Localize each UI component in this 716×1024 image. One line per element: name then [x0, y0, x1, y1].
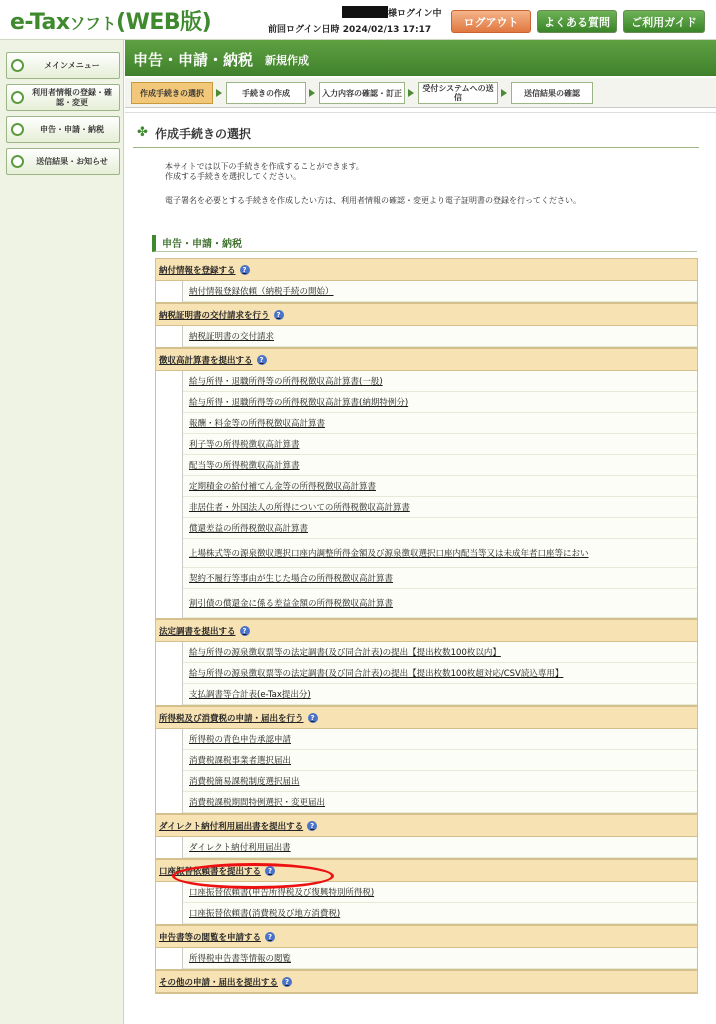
procedure-link[interactable]: 定期積金の給付補てん金等の所得税徴収高計算書	[183, 476, 697, 497]
procedure-link[interactable]: 割引債の償還金に係る差益金額の所得税徴収高計算書	[183, 589, 697, 618]
group-body	[182, 948, 697, 969]
procedure-link[interactable]: 納付情報登録依頼（納税手続の開始）	[183, 281, 697, 302]
group-body	[182, 281, 697, 302]
step-select: 作成手続きの選択	[131, 82, 213, 104]
step-send: 受付システムへの送信	[418, 82, 498, 104]
group-title: ダイレクト納付利用届出書を提出する	[159, 821, 304, 832]
procedure-link[interactable]: 納税証明書の交付請求	[183, 326, 697, 347]
group-header[interactable]	[156, 971, 697, 993]
section-heading: ✤ 作成手続きの選択	[137, 125, 252, 141]
group-title: 法定調書を提出する	[159, 626, 236, 637]
procedure-link[interactable]: 配当等の所得税徴収高計算書	[183, 455, 697, 476]
logout-button[interactable]: ログアウト	[451, 10, 531, 33]
page-title: 申告・申請・納税	[133, 51, 254, 69]
procedure-link[interactable]: 利子等の所得税徴収高計算書	[183, 434, 697, 455]
highlight-circle	[172, 863, 334, 889]
help-icon[interactable]: ?	[274, 310, 284, 320]
procedure-link[interactable]: 消費税課税期間特例選択・変更届出	[183, 792, 697, 813]
procedure-group	[155, 925, 698, 970]
group-body	[182, 729, 697, 813]
arrow-icon	[216, 89, 222, 97]
procedure-group	[155, 348, 698, 619]
procedure-link[interactable]: 報酬・料金等の所得税徴収高計算書	[183, 413, 697, 434]
help-icon[interactable]: ?	[308, 713, 318, 723]
procedure-link[interactable]: 支払調書等合計表(e-Tax提出分)	[183, 684, 697, 705]
group-body	[182, 371, 697, 618]
group-title: 徴収高計算書を提出する	[159, 355, 253, 366]
procedure-link[interactable]: 給与所得の源泉徴収票等の法定調書(及び同合計表)の提出【提出枚数100枚超対応/CSV読込専用】	[183, 663, 697, 684]
step-indicator	[125, 78, 716, 108]
procedure-link[interactable]: 所得税申告書等情報の閲覧	[183, 948, 697, 969]
procedure-group	[155, 258, 698, 303]
group-title: その他の申請・届出を提出する	[159, 977, 279, 988]
procedure-group	[155, 303, 698, 348]
document-icon	[11, 123, 24, 136]
group-header[interactable]	[156, 926, 697, 948]
etax-logo[interactable]: e-Taxソフト(WEB版)	[10, 10, 212, 35]
mail-icon	[11, 155, 24, 168]
procedure-link[interactable]: 消費税課税事業者選択届出	[183, 750, 697, 771]
step-confirm: 入力内容の確認・訂正	[319, 82, 405, 104]
help-icon[interactable]: ?	[307, 821, 317, 831]
procedure-link[interactable]: 給与所得の源泉徴収票等の法定調書(及び同合計表)の提出【提出枚数100枚以内】	[183, 642, 697, 663]
procedure-link[interactable]: 非居住者・外国法人の所得についての所得税徴収高計算書	[183, 497, 697, 518]
header	[0, 0, 716, 40]
procedure-link[interactable]: 上場株式等の源泉徴収選択口座内調整所得金額及び源泉徴収選択口座内配当等又は未成年者口座等におい	[183, 539, 697, 568]
procedure-link[interactable]: 契約不履行等事由が生じた場合の所得税徴収高計算書	[183, 568, 697, 589]
procedure-link[interactable]: 口座振替依頼書(消費税及び地方消費税)	[183, 903, 697, 924]
help-icon[interactable]: ?	[240, 626, 250, 636]
step-result: 送信結果の確認	[511, 82, 593, 104]
procedure-group	[155, 814, 698, 859]
group-body	[182, 326, 697, 347]
last-login: 前回ログイン日時 2024/02/13 17:17	[268, 25, 432, 35]
procedure-group	[155, 970, 698, 994]
redacted-username	[342, 6, 388, 18]
procedure-group	[155, 706, 698, 814]
group-header[interactable]	[156, 707, 697, 729]
arrow-icon	[309, 89, 315, 97]
group-header[interactable]	[156, 815, 697, 837]
login-status: 様ログイン中	[388, 9, 442, 19]
group-title: 口座振替依頼書を提出する	[159, 866, 262, 877]
help-icon[interactable]: ?	[265, 932, 275, 942]
sidebar-item-results[interactable]: 送信結果・お知らせ	[6, 148, 120, 175]
procedure-link[interactable]: 口座振替依頼書(申告所得税及び復興特別所得税)	[183, 882, 697, 903]
group-title: 申告書等の閲覧を申請する	[159, 932, 262, 943]
intro-line-3: 電子署名を必要とする手続きを作成したい方は、利用者情報の確認・変更より電子証明書の登録を行ってください。	[165, 196, 581, 205]
group-title: 納税証明書の交付請求を行う	[159, 310, 270, 321]
help-icon[interactable]: ?	[257, 355, 267, 365]
procedure-link[interactable]: 消費税簡易課税制度選択届出	[183, 771, 697, 792]
procedure-link[interactable]: 給与所得・退職所得等の所得税徴収高計算書(納期特例分)	[183, 392, 697, 413]
procedure-link[interactable]: 給与所得・退職所得等の所得税徴収高計算書(一般)	[183, 371, 697, 392]
main	[125, 40, 716, 1024]
divider	[133, 147, 699, 148]
sidebar-item-main-menu[interactable]: メインメニュー	[6, 52, 120, 79]
group-header[interactable]	[156, 620, 697, 642]
faq-button[interactable]: よくある質問	[537, 10, 617, 33]
guide-button[interactable]: ご利用ガイド	[623, 10, 705, 33]
sidebar-item-declare[interactable]: 申告・申請・納税	[6, 116, 120, 143]
section-title: 申告・申請・納税	[152, 235, 697, 252]
clover-icon: ✤	[137, 125, 148, 140]
title-bar	[125, 40, 716, 76]
arrow-icon	[408, 89, 414, 97]
intro-line-1: 本サイトでは以下の手続きを作成することができます。	[165, 162, 364, 171]
procedure-group	[155, 619, 698, 706]
group-title: 納付情報を登録する	[159, 265, 236, 276]
arrow-icon	[501, 89, 507, 97]
help-icon[interactable]: ?	[265, 866, 275, 876]
group-body	[182, 837, 697, 858]
page-subtitle: 新規作成	[265, 54, 309, 67]
user-icon	[11, 91, 24, 104]
group-body	[182, 642, 697, 705]
sidebar-item-user-info[interactable]: 利用者情報の登録・確認・変更	[6, 84, 120, 111]
step-create: 手続きの作成	[226, 82, 306, 104]
group-header[interactable]	[156, 349, 697, 371]
intro-line-2: 作成する手続きを選択してください。	[165, 172, 301, 181]
group-header[interactable]	[156, 259, 697, 281]
procedure-link[interactable]: 所得税の青色申告承認申請	[183, 729, 697, 750]
procedure-link[interactable]: 償還差益の所得税徴収高計算書	[183, 518, 697, 539]
procedure-link[interactable]: ダイレクト納付利用届出書	[183, 837, 697, 858]
help-icon[interactable]: ?	[282, 977, 292, 987]
help-icon[interactable]: ?	[240, 265, 250, 275]
sidebar	[0, 40, 124, 1024]
group-title: 所得税及び消費税の申請・届出を行う	[159, 713, 304, 724]
home-icon	[11, 59, 24, 72]
group-header[interactable]	[156, 304, 697, 326]
